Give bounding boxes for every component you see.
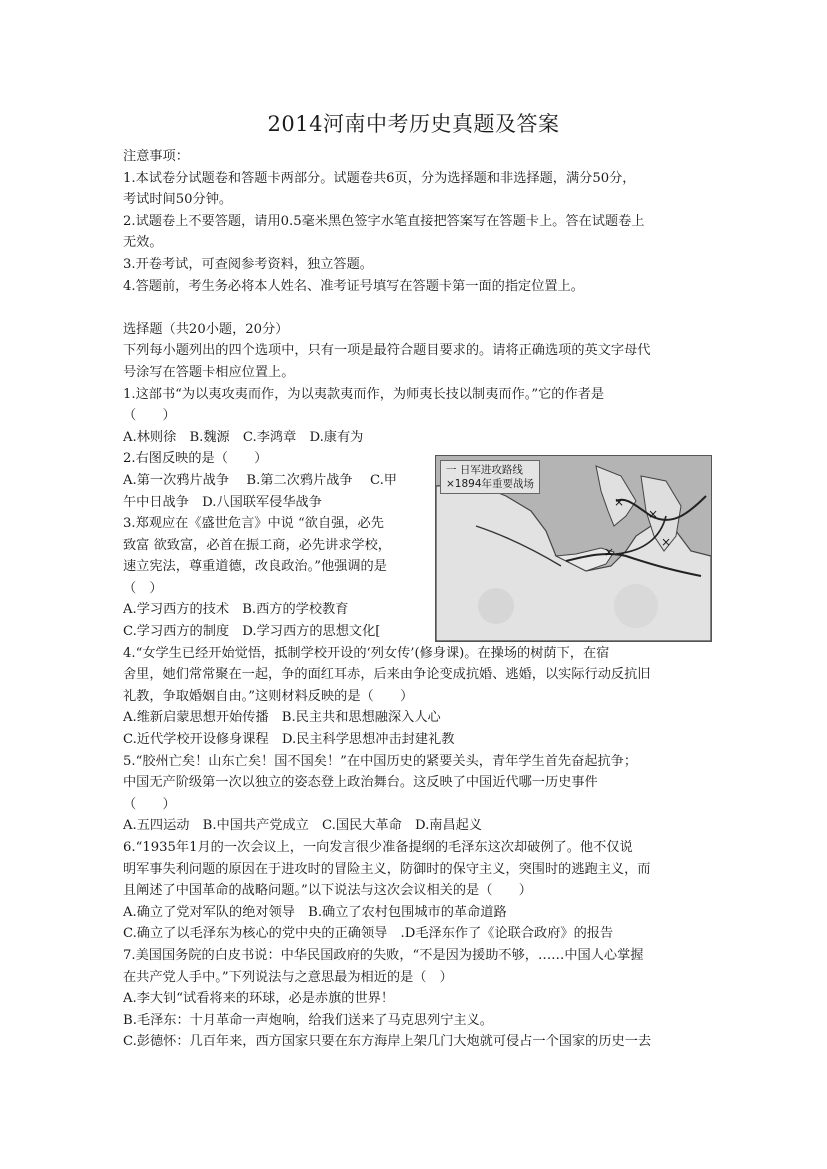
svg-text:×: ×	[661, 535, 672, 549]
legend-battle: ×1894年重要战场	[446, 478, 535, 490]
notice-line: 1.本试卷分试题卷和答题卡两部分。试题卷共6页，分为选择题和非选择题，满分50分，	[123, 170, 636, 186]
question-line: 4.“女学生已经开始觉悟，抵制学校开设的‘列女传’(修身课)。在操场的树荫下，在宿	[123, 645, 610, 661]
question-options: 午中日战争 D.八国联军侵华战争	[123, 494, 322, 510]
question-line: 6.“1935年1月的一次会议上，一向发言很少准备提纲的毛泽东这次却破例了。他不仅说	[123, 840, 633, 855]
notice-heading: 注意事项：	[123, 149, 189, 164]
question-line: 明军事失利问题的原因在于进攻时的冒险主义，防御时的保守主义，突围时的逃跑主义，而	[123, 861, 651, 877]
question-options: A.确立了党对军队的绝对领导 B.确立了农村包围城市的革命道路	[123, 904, 507, 920]
question-line: 致富 欲致富，必首在振工商，必先讲求学校，	[123, 537, 391, 553]
question-options: A.维新启蒙思想开始传播 B.民主共和思想融深入人心	[123, 710, 441, 726]
question-line: 礼教，争取婚姻自由。”这则材料反映的是（ ）	[123, 688, 414, 704]
document-title: 2014河南中考历史真题及答案	[267, 112, 560, 136]
question-options: C.近代学校开设修身课程 D.民主科学思想冲击封建礼教	[123, 732, 455, 748]
question-line: 舍里，她们常常聚在一起，争的面红耳赤，后来由争论变成抗婚、逃婚，以实际行动反抗旧	[123, 667, 651, 683]
section-heading: 选择题（共20小题，20分）	[123, 321, 289, 337]
question-line: 5.“胶州亡矣！山东亡矣！国不国矣！”在中国历史的紧要关头，青年学生首先奋起抗争；	[123, 753, 637, 769]
question-options: A.第一次鸦片战争 B.第二次鸦片战争 C.甲	[123, 472, 397, 488]
map-legend	[440, 460, 540, 494]
question-line: （ ）	[123, 796, 176, 812]
question-line: 速立宪法，尊重道德，改良政治。”他强调的是	[123, 559, 387, 575]
question-line: 2.右图反映的是（ ）	[123, 451, 268, 467]
question-line: 且阐述了中国革命的战略问题。”以下说法与这次会议相关的是（ ）	[123, 883, 532, 899]
svg-text:×: ×	[604, 545, 615, 559]
question-options: C.学习西方的制度 D.学习西方的思想文化[	[123, 624, 381, 640]
question-line: 在共产党人手中。”下列说法与之意思最为相近的是（ ）	[123, 969, 453, 985]
war-map-image	[435, 455, 712, 642]
section-instructions: 号涂写在答题卡相应位置上。	[123, 364, 295, 380]
question-options: A.五四运动 B.中国共产党成立 C.国民大革命 D.南昌起义	[123, 818, 483, 834]
question-options: A.学习西方的技术 B.西方的学校教育	[123, 602, 349, 618]
svg-text:×: ×	[614, 495, 625, 509]
notice-line: 2.试题卷上不要答题，请用0.5毫米黑色签字水笔直接把答案写在答题卡上。答在试题卷上	[123, 213, 645, 229]
svg-text:×: ×	[648, 507, 659, 521]
notice-line: 3.开卷考试，可查阅参考资料，独立答题。	[123, 256, 373, 272]
question-line: （ ）	[123, 408, 176, 424]
question-options: B.毛泽东：十月革命一声炮响，给我们送来了马克思列宁主义。	[123, 1012, 493, 1028]
question-options: A.李大钊“试看将来的环球，必是赤旗的世界！	[123, 991, 395, 1007]
question-line: 中国无产阶级第一次以独立的姿态登上政治舞台。这反映了中国近代哪一历史事件	[123, 775, 598, 791]
notice-line: 无效。	[123, 235, 163, 251]
notice-line: 考试时间50分钟。	[123, 192, 233, 208]
legend-route: 一 日军进攻路线	[446, 464, 523, 476]
notice-line: 4.答题前，考生务必将本人姓名、准考证号填写在答题卡第一面的指定位置上。	[123, 278, 584, 294]
question-line: 3.郑观应在《盛世危言》中说 “欲自强，必先	[123, 516, 384, 532]
question-options: C.彭德怀：几百年来，西方国家只要在东方海岸上架几门大炮就可侵占一个国家的历史一去	[123, 1034, 652, 1050]
question-options: A.林则徐 B.魏源 C.李鸿章 D.康有为	[123, 429, 364, 445]
question-line: （ ）	[123, 580, 163, 596]
question-options: C.确立了以毛泽东为核心的党中央的正确领导 .D毛泽东作了《论联合政府》的报告	[123, 926, 614, 942]
section-instructions: 下列每小题列出的四个选项中，只有一项是最符合题目要求的。请将正确选项的英文字母代	[123, 343, 651, 359]
question-line: 7.美国国务院的白皮书说：中华民国政府的失败，“不是因为援助不够，……中国人心掌握	[123, 947, 644, 963]
question-line: 1.这部书“为以夷攻夷而作，为以夷款夷而作，为师夷长技以制夷而作。”它的作者是	[123, 386, 605, 402]
